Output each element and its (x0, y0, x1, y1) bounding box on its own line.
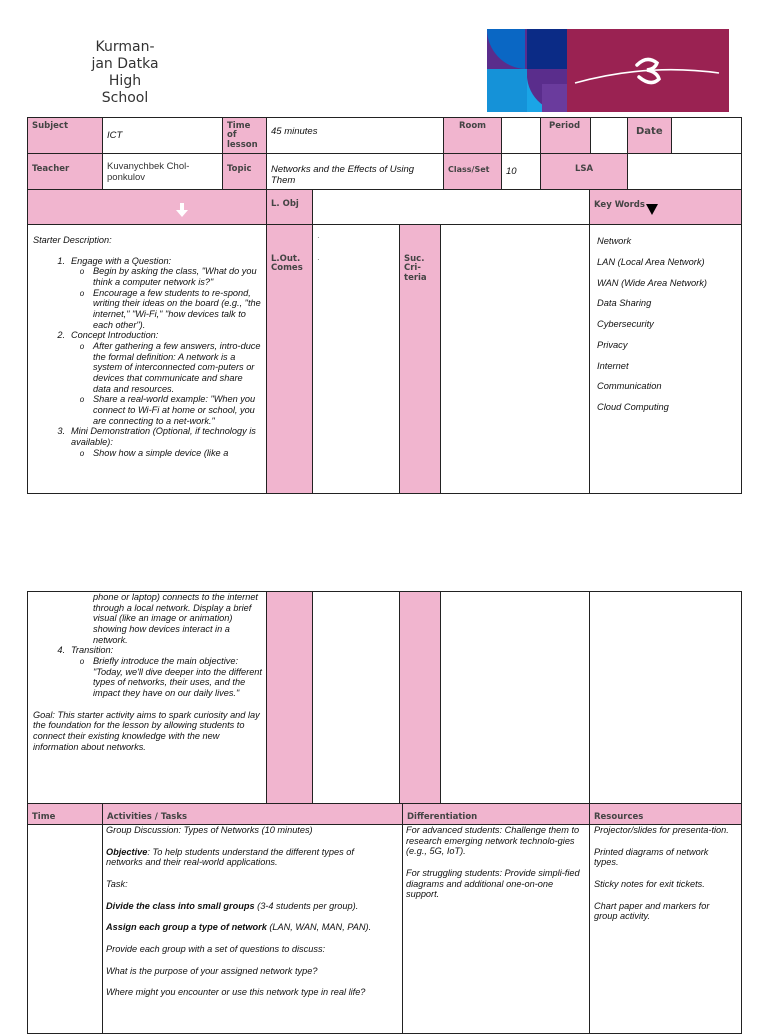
subject-label-cell: Subject (27, 117, 103, 154)
time-col-header: Time (27, 803, 103, 825)
keywords-cont-cell (589, 591, 742, 804)
triangle-down-icon (646, 204, 658, 215)
keyword-item: Cloud Computing (597, 402, 669, 413)
teacher-value-cell: Kuvanychbek Chol-ponkulov (102, 153, 223, 190)
keyword-item: WAN (Wide Area Network) (597, 277, 707, 288)
keyword-item: Privacy (597, 339, 628, 350)
starter-step-2a: o After gathering a few answers, intro-duce the formal definition: A network is a system of interconnected com-puters or devices that communicate and share data and resources. (79, 341, 261, 394)
school-name: Kurman- jan Datka High School (91, 39, 159, 107)
classset-value-cell: 10 (501, 153, 541, 190)
starter-step-4: 4. Transition: (57, 645, 114, 656)
starter-cell: Starter Description: 1. Engage with a Question: o Begin by asking the class, "What do you think a computer network is?" o Encourage a few students to re-spond, writing their ideas on the board (e.g., "the internet," "Wi-Fi," "how devices talk to each other"). 2. Concept Introduction: o After gathering a few answers, intro-duce the formal definition: A network is a system of interconnected com-puters or devices that communicate and share data and resources. o Share a real-world example: "When you connect to Wi-Fi at home or school, you are connecting to a net-work." 3. Mini Demonstration (Optional, if technology is available): o Show how a simple device (like a (27, 224, 267, 494)
suc-label-cell: Suc. Cri- teria (399, 224, 441, 494)
keywords-label-cell: Key Words (589, 189, 742, 225)
resources-cell: Projector/slides for presenta-tion. Printed diagrams of network types. Sticky notes for exit tickets. Chart paper and markers for group activity. (589, 824, 742, 1034)
keywords-cell (589, 224, 742, 494)
down-arrow-icon (176, 203, 188, 217)
activity-objective: Objective: To help students understand the different types of networks and their real-world applications. (106, 846, 354, 868)
lout-value-cell: · · (312, 224, 400, 494)
keyword-item: Internet (597, 360, 629, 371)
starter-step-4a: o Briefly introduce the main objective: "Today, we'll dive deeper into the different types of networks, their uses, and the impact they have on our daily lives." (79, 656, 262, 699)
time-label-cell: Time of lesson (222, 117, 267, 154)
keyword-item: Network (597, 236, 632, 246)
date-label-cell: Date (627, 117, 672, 154)
starter-step-1: 1. Engage with a Question: (57, 255, 172, 266)
room-value-cell (501, 117, 541, 154)
keyword-item: Communication (597, 381, 662, 392)
activity-divide: Divide the class into small groups (3-4 students per group). (106, 900, 359, 911)
activities-col-header: Activities / Tasks (102, 803, 403, 825)
starter-step-1a: o Begin by asking the class, "What do you think a computer network is?" (79, 266, 257, 288)
lsa-label-cell: LSA (540, 153, 628, 190)
lobj-value-cell (312, 189, 590, 225)
activity-assign: Assign each group a type of network (LAN, WAN, MAN, PAN). (106, 922, 372, 933)
time-col-cell (27, 824, 103, 1034)
differentiation-col-header: Differentiation (402, 803, 590, 825)
date-value-cell (671, 117, 742, 154)
topic-value-cell: Networks and the Effects of Using Them (266, 153, 444, 190)
starter-goal: Goal: This starter activity aims to spark curiosity and lay the foundation for the lesson by allowing students to connect their existing knowledge with the new information about networks. (33, 709, 260, 752)
lout-label-cell: L.Out. Comes (266, 224, 313, 494)
lobj-label-cell: L. Obj (266, 189, 313, 225)
differentiation-cell: For advanced students: Challenge them to research emerging network technolo-gies (e.g., 5G, IoT). For struggling students: Provide simpli-fied diagrams and additional one-on-one support. (402, 824, 590, 1034)
classset-label-cell: Class/Set (443, 153, 502, 190)
teacher-label-cell: Teacher (27, 153, 103, 190)
starter-cont-cell (27, 591, 267, 804)
room-label-cell: Room (443, 117, 502, 154)
resources-col-header: Resources (589, 803, 742, 825)
school-logo (487, 29, 729, 112)
lsa-value-cell (627, 153, 742, 190)
starter-step-3a: o Show how a simple device (like a (79, 447, 229, 458)
lout-cont-cell (266, 591, 313, 804)
suc-value-cell (440, 224, 590, 494)
suc-value-cont-cell (440, 591, 590, 804)
starter-step-3: 3. Mini Demonstration (Optional, if technology is available): (57, 426, 256, 448)
starter-step-2: 2. Concept Introduction: (57, 330, 159, 341)
suc-cont-cell (399, 591, 441, 804)
activities-cell: Group Discussion: Types of Networks (10 minutes) Objective: To help students understand the different types of networks and their real-world applications. Task: Divide the class into small groups (3-4 students per group). Assign each group a type of network (LAN, WAN, MAN, PAN). Provide each group with a set of questions to discuss: What is the purpose of your assigned network type? Where might you encounter or use this network type in real life? (102, 824, 403, 1034)
logo-graphic (487, 29, 729, 112)
keyword-item: LAN (Local Area Network) (597, 256, 705, 267)
period-label-cell: Period (540, 117, 591, 154)
keyword-item: Data Sharing (597, 298, 652, 309)
starter-step-3a-cont: phone or laptop) connects to the internet through a local network. Display a brief visual (like an image or animation) showing how devices interact in a network. (93, 592, 258, 645)
starter-step-2b: o Share a real-world example: "When you connect to Wi-Fi at home or school, you are connecting to a net-work." (79, 394, 256, 426)
lout-value-cont-cell (312, 591, 400, 804)
objectives-arrow-cell (27, 189, 267, 225)
time-value-cell: 45 minutes (266, 117, 444, 154)
keyword-item: Cybersecurity (597, 319, 654, 330)
period-value-cell (590, 117, 628, 154)
subject-value-cell: ICT (102, 117, 223, 154)
starter-step-1b: o Encourage a few students to re-spond, writing their ideas on the board (e.g., "the internet," "Wi-Fi," "how devices talk to each other"). (79, 287, 261, 330)
topic-label-cell: Topic (222, 153, 267, 190)
